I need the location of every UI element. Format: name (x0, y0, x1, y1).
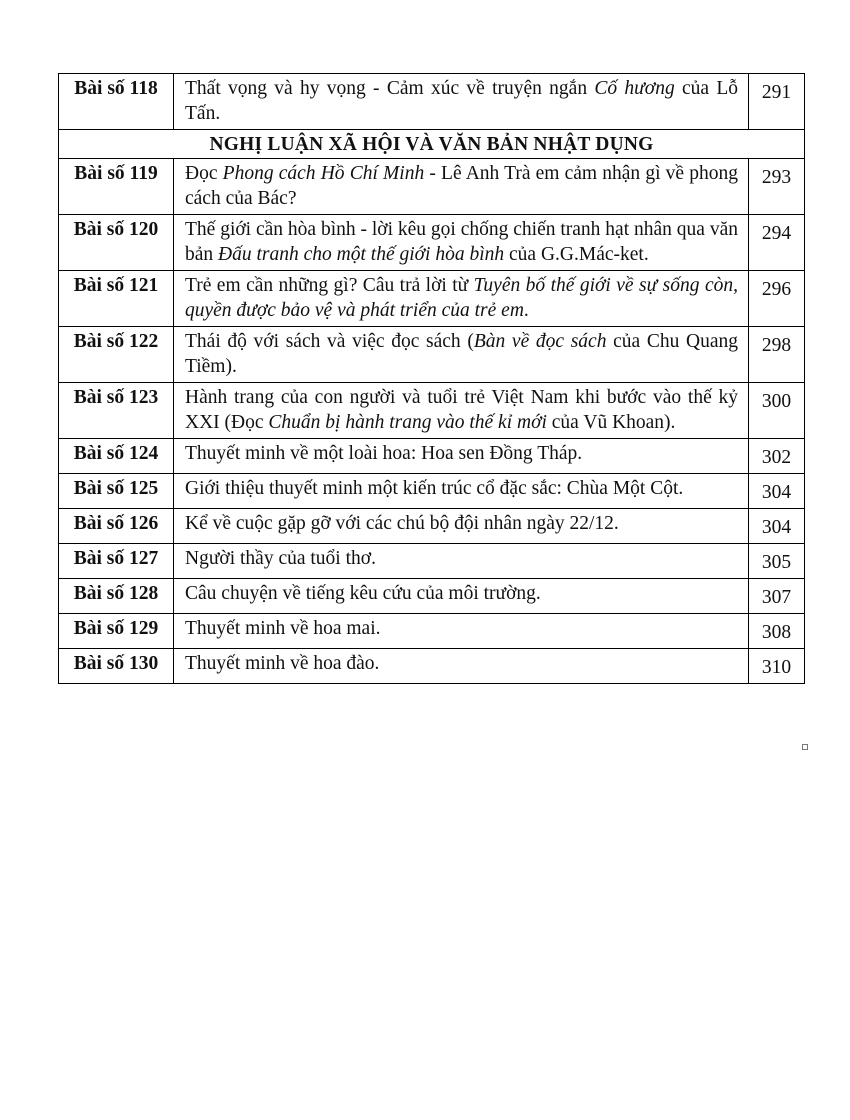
table-row (59, 383, 805, 439)
section-heading: NGHỊ LUẬN XÃ HỘI VÀ VĂN BẢN NHẬT DỤNG (59, 130, 805, 159)
lesson-number: Bài số 123 (59, 383, 174, 439)
lesson-title: Thái độ với sách và việc đọc sách (Bàn về đọc sách của Chu Quang Tiềm). (174, 327, 749, 383)
lesson-number: Bài số 125 (59, 474, 174, 509)
lesson-title: Câu chuyện về tiếng kêu cứu của môi trường. (174, 579, 749, 614)
lesson-title: Thuyết minh về hoa đào. (174, 649, 749, 684)
table-of-contents (58, 73, 805, 684)
lesson-number: Bài số 121 (59, 271, 174, 327)
page-number: 307 (749, 579, 805, 614)
lesson-number: Bài số 118 (59, 74, 174, 130)
page-number: 308 (749, 614, 805, 649)
page-number: 305 (749, 544, 805, 579)
table-row (59, 509, 805, 544)
lesson-number: Bài số 124 (59, 439, 174, 474)
lesson-number: Bài số 126 (59, 509, 174, 544)
page-number: 304 (749, 474, 805, 509)
page-number: 304 (749, 509, 805, 544)
lesson-number: Bài số 129 (59, 614, 174, 649)
table-resize-handle[interactable] (802, 744, 808, 750)
table-row (59, 579, 805, 614)
page-number: 300 (749, 383, 805, 439)
table-row (59, 544, 805, 579)
lesson-number: Bài số 128 (59, 579, 174, 614)
table-row (59, 474, 805, 509)
lesson-title: Đọc Phong cách Hồ Chí Minh - Lê Anh Trà em cảm nhận gì về phong cách của Bác? (174, 159, 749, 215)
lesson-number: Bài số 120 (59, 215, 174, 271)
lesson-title: Thuyết minh về một loài hoa: Hoa sen Đồng Tháp. (174, 439, 749, 474)
lesson-title: Người thầy của tuổi thơ. (174, 544, 749, 579)
lesson-title: Trẻ em cần những gì? Câu trả lời từ Tuyên bố thế giới về sự sống còn, quyền được bảo vệ và phát triển của trẻ em. (174, 271, 749, 327)
table-row (59, 649, 805, 684)
table-row (59, 614, 805, 649)
lesson-title: Hành trang của con người và tuổi trẻ Việt Nam khi bước vào thế kỷ XXI (Đọc Chuẩn bị hành trang vào thế kỉ mới của Vũ Khoan). (174, 383, 749, 439)
table-row (59, 439, 805, 474)
table-row (59, 159, 805, 215)
lesson-number: Bài số 119 (59, 159, 174, 215)
lesson-title: Thế giới cần hòa bình - lời kêu gọi chống chiến tranh hạt nhân qua văn bản Đấu tranh cho một thế giới hòa bình của G.G.Mác-ket. (174, 215, 749, 271)
page-number: 291 (749, 74, 805, 130)
table-row (59, 327, 805, 383)
page-number: 293 (749, 159, 805, 215)
lesson-title: Giới thiệu thuyết minh một kiến trúc cổ đặc sắc: Chùa Một Cột. (174, 474, 749, 509)
lesson-title: Thuyết minh về hoa mai. (174, 614, 749, 649)
page-number: 298 (749, 327, 805, 383)
section-header-row (59, 130, 805, 159)
lesson-title: Thất vọng và hy vọng - Cảm xúc về truyện ngắn Cố hương của Lỗ Tấn. (174, 74, 749, 130)
lesson-number: Bài số 122 (59, 327, 174, 383)
page-number: 310 (749, 649, 805, 684)
page-number: 302 (749, 439, 805, 474)
lesson-number: Bài số 130 (59, 649, 174, 684)
table-row (59, 271, 805, 327)
lesson-title: Kể về cuộc gặp gỡ với các chú bộ đội nhân ngày 22/12. (174, 509, 749, 544)
table-row (59, 74, 805, 130)
page-number: 296 (749, 271, 805, 327)
table-row (59, 215, 805, 271)
lesson-number: Bài số 127 (59, 544, 174, 579)
page-number: 294 (749, 215, 805, 271)
